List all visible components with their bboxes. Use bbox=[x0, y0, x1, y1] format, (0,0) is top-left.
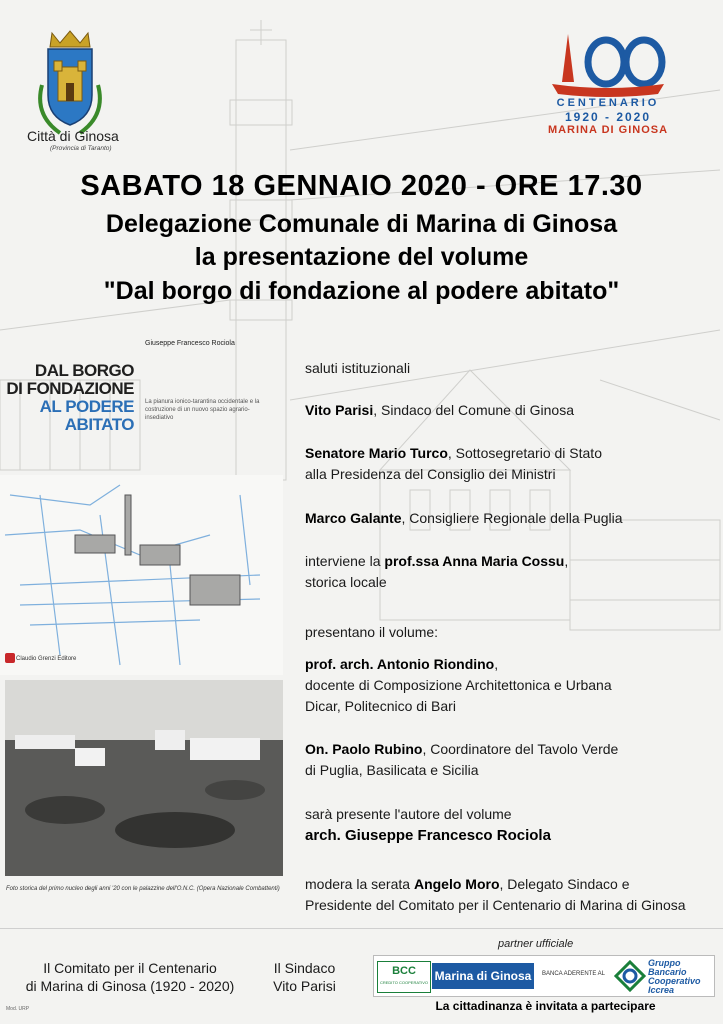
speaker-name: Vito Parisi bbox=[305, 402, 374, 418]
program-moderator: modera la serata Angelo Moro, Delegato Sindaco e Presidente del Comitato per il Centenario di Marina di Ginosa bbox=[305, 874, 715, 916]
event-type-headline: la presentazione del volume bbox=[194, 243, 529, 271]
bank-aderente-label: BANCA ADERENTE AL bbox=[542, 971, 606, 977]
event-date-headline: SABATO 18 GENNAIO 2020 - ORE 17.30 bbox=[80, 170, 643, 202]
program-presenter-2 bbox=[305, 739, 715, 781]
speaker-role: , Sottosegretario di Stato bbox=[447, 445, 602, 461]
speaker-role: , Sindaco del Comune di Ginosa bbox=[373, 402, 575, 418]
speaker-name: prof. arch. Antonio Riondino bbox=[305, 656, 495, 672]
book-title-line: DI FONDAZIONE bbox=[6, 379, 134, 398]
book-title-line: DAL BORGO bbox=[34, 361, 134, 380]
partner-banner bbox=[373, 955, 715, 997]
speaker-name: arch. Giuseppe Francesco Rociola bbox=[305, 827, 551, 844]
gbci-name: Gruppo Bancario Cooperativo Iccrea bbox=[648, 958, 701, 995]
bcc-logo-icon: BCC CREDITO COOPERATIVO bbox=[377, 961, 431, 993]
speaker-role: , Coordinatore del Tavolo Verde bbox=[422, 741, 619, 757]
speaker-role: storica locale bbox=[305, 574, 387, 590]
city-province: (Provincia di Taranto) bbox=[50, 145, 112, 152]
book-description: La pianura ionico-tarantina occidentale e la costruzione di un nuovo spazio agrario-insediativo bbox=[145, 399, 260, 421]
program-speaker-3 bbox=[305, 508, 715, 529]
speaker-role: Presidente del Comitato per il Centenario di Marina di Ginosa bbox=[305, 897, 686, 913]
city-name: Città di Ginosa bbox=[27, 128, 119, 144]
centenario-logo-icon bbox=[548, 20, 668, 98]
program-author: sarà presente l'autore del volume arch. Giuseppe Francesco Rociola bbox=[305, 806, 551, 844]
comitato-signature: Il Comitato per il Centenario di Marina di Ginosa (1920 - 2020) bbox=[25, 960, 235, 994]
speaker-role: alla Presidenza del Consiglio dei Ministri bbox=[305, 466, 556, 482]
speaker-role: di Puglia, Basilicata e Sicilia bbox=[305, 762, 479, 778]
photo-caption: Foto storica del primo nucleo degli anni '20 con le palazzine dell'O.N.C. (Opera Nazionale Combattenti) bbox=[6, 886, 280, 892]
speaker-name: Angelo Moro bbox=[413, 876, 500, 892]
speaker-role: Dicar, Politecnico di Bari bbox=[305, 698, 456, 714]
partner-label: partner ufficiale bbox=[498, 938, 574, 950]
publisher-logo-icon bbox=[5, 653, 15, 663]
speaker-role: docente di Composizione Architettonica e Urbana bbox=[305, 677, 612, 693]
photo-drawing bbox=[5, 680, 283, 876]
program-presenter-1: prof. arch. Antonio Riondino, docente di Composizione Architettonica e Urbana Dicar, Politecnico di Bari bbox=[305, 654, 715, 717]
program-interviene: interviene la prof.ssa Anna Maria Cossu, storica locale bbox=[305, 551, 715, 593]
book-author: Giuseppe Francesco Rociola bbox=[145, 340, 235, 347]
book-title-headline: "Dal borgo di fondazione al podere abitato" bbox=[103, 277, 620, 305]
speaker-name: Senatore Mario Turco bbox=[305, 445, 448, 461]
mod-code: Mod. URP bbox=[6, 1006, 30, 1012]
publisher-name: Claudio Grenzi Editore bbox=[16, 656, 77, 662]
program-presentano: presentano il volume: bbox=[305, 624, 439, 640]
speaker-name: On. Paolo Rubino bbox=[305, 741, 423, 757]
speaker-name: prof.ssa Anna Maria Cossu bbox=[384, 553, 565, 569]
map-drawing bbox=[0, 475, 283, 675]
centenario-years: 1920 - 2020 bbox=[564, 110, 652, 124]
sindaco-signature: Il Sindaco Vito Parisi bbox=[273, 960, 336, 994]
footer-divider bbox=[0, 928, 723, 929]
gbci-logo-icon bbox=[614, 960, 646, 992]
historic-photo bbox=[5, 680, 283, 876]
book-cover-map bbox=[0, 475, 283, 675]
program-saluti: saluti istituzionali bbox=[305, 360, 411, 376]
program-speaker-2 bbox=[305, 443, 715, 485]
bank-name: Marina di Ginosa bbox=[432, 963, 534, 989]
centenario-title: CENTENARIO bbox=[556, 97, 660, 109]
invitation-text: La cittadinanza è invitata a partecipare bbox=[435, 999, 656, 1013]
event-venue-headline: Delegazione Comunale di Marina di Ginosa bbox=[105, 210, 618, 238]
speaker-role: , Delegato Sindaco e bbox=[499, 876, 630, 892]
book-title-line: AL PODERE bbox=[39, 397, 134, 416]
speaker-name: Marco Galante bbox=[305, 510, 402, 526]
centenario-place: MARINA DI GINOSA bbox=[547, 124, 669, 136]
book-title-line: ABITATO bbox=[64, 415, 134, 434]
program-speaker-1 bbox=[305, 400, 715, 421]
speaker-role: , Consigliere Regionale della Puglia bbox=[401, 510, 623, 526]
